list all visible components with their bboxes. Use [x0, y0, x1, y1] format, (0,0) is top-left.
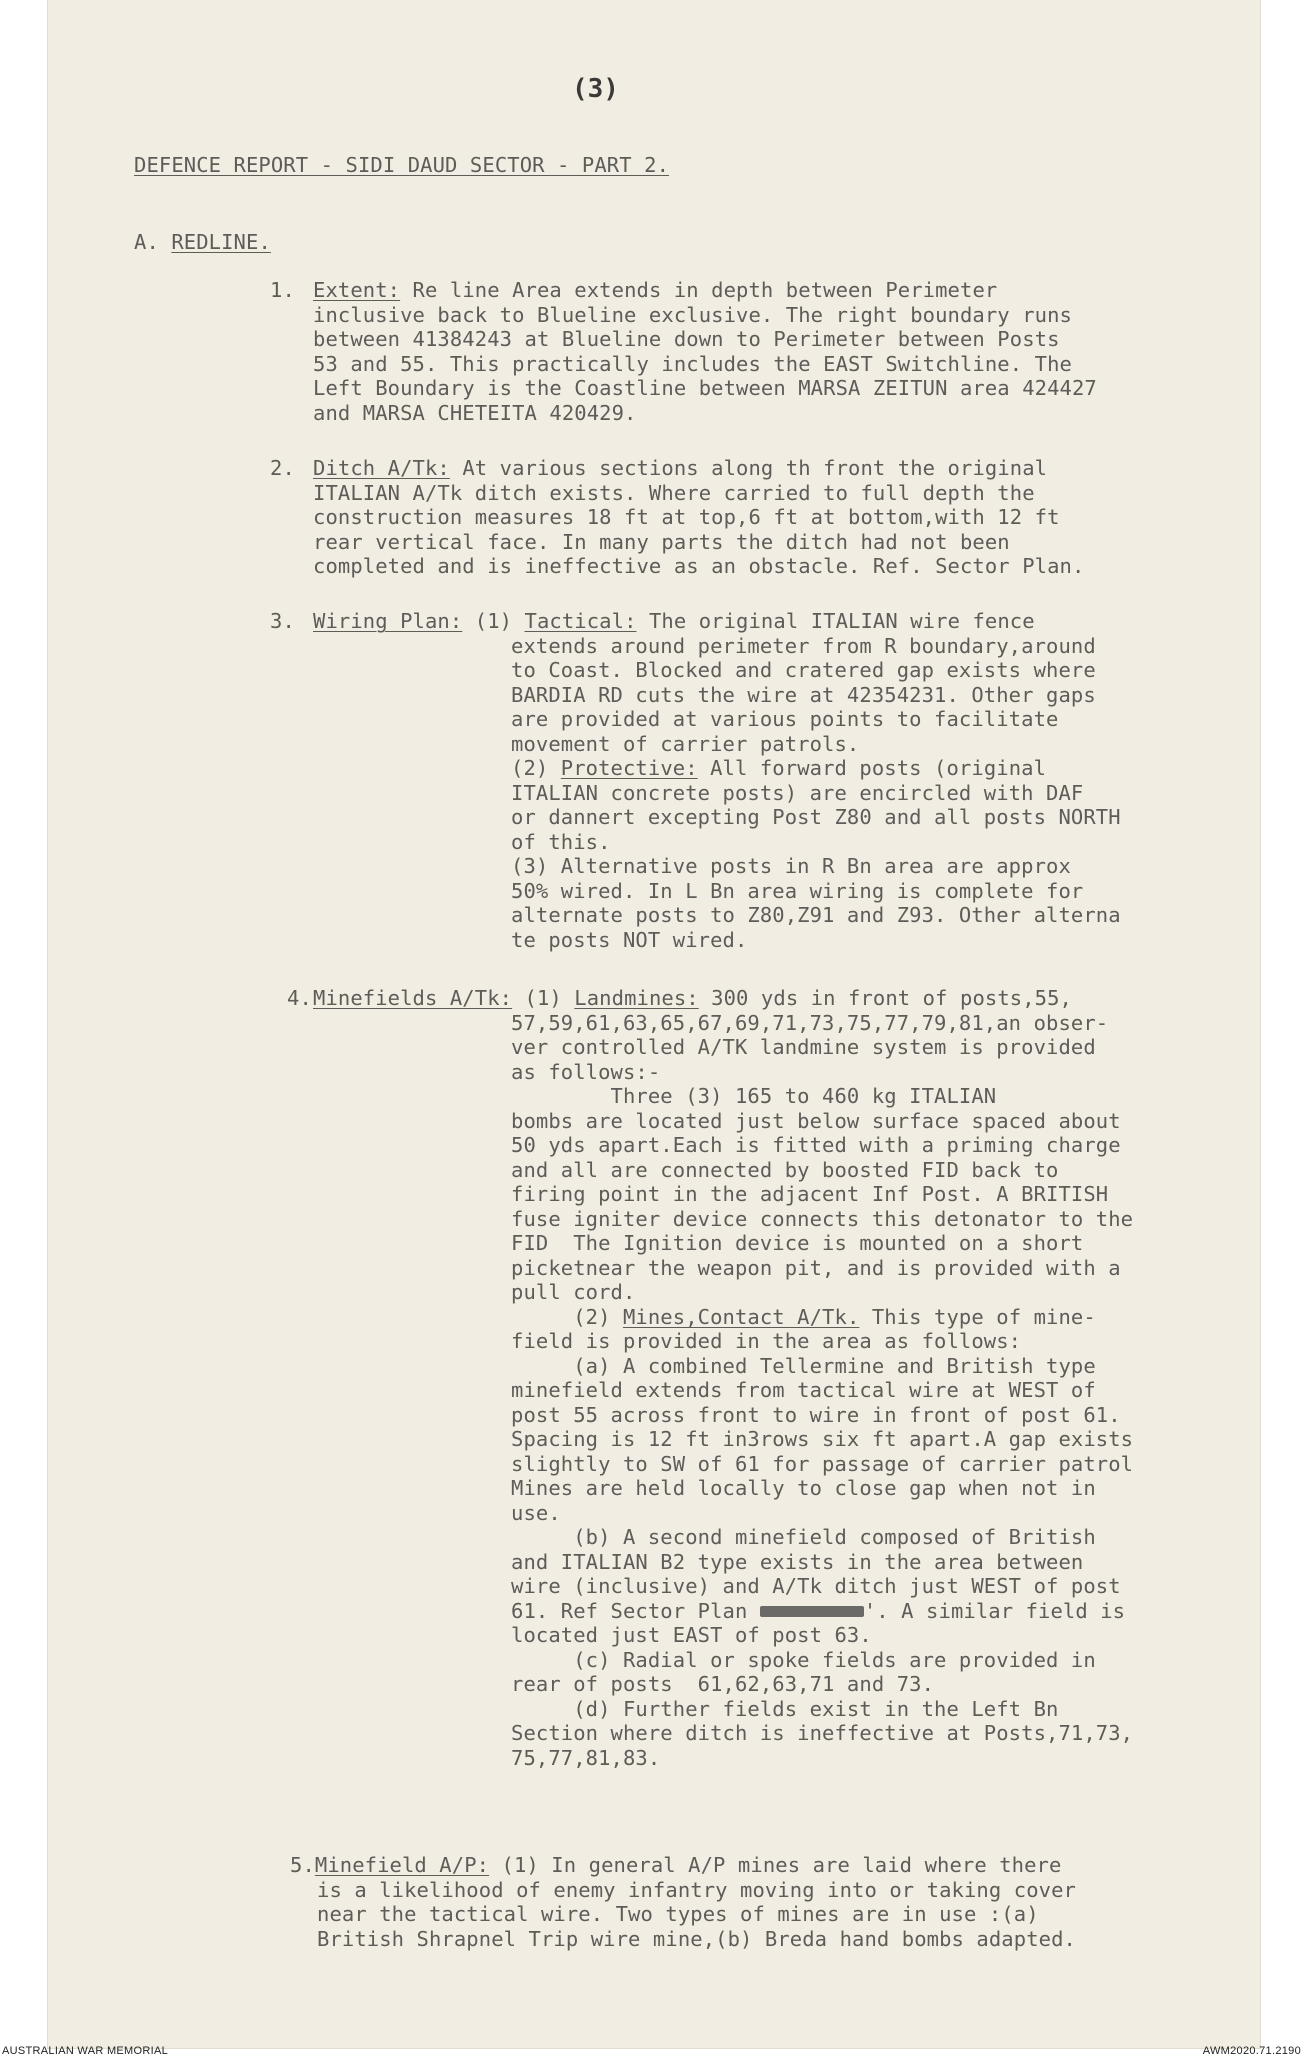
text-line: as follows:- [511, 1059, 661, 1084]
text-line: pull cord. [511, 1280, 636, 1304]
text-line: or dannert excepting Post Z80 and all posts NORTH [511, 805, 1121, 829]
item-label: Wiring Plan: [313, 609, 463, 633]
sub-number: (2) [511, 1304, 623, 1329]
section-heading [134, 230, 271, 255]
item-wiring-label [313, 609, 1035, 634]
text-line: ver controlled A/TK landmine system is provided [511, 1035, 1096, 1059]
item-label: Extent: [313, 278, 401, 302]
text-line: bombs are located just below surface spaced about [511, 1108, 1121, 1133]
text-line: 50% wired. In L Bn area wiring is complete for [511, 878, 1084, 903]
item-number: 1. [270, 278, 295, 302]
sub-label: Landmines: [574, 986, 699, 1010]
page-number: (3) [572, 74, 619, 104]
text-line: BARDIA RD cuts the wire at 42354231. Other gaps [511, 682, 1096, 707]
item-label: Minefields A/Tk: [313, 986, 513, 1010]
text-line: near the tactical wire. Two types of mines are in use :(a) [317, 1902, 1039, 1926]
text-line: te posts NOT wired. [511, 927, 748, 952]
text-line: rear vertical face. In many parts the ditch had not been [313, 529, 1010, 554]
text-line: At various sections along th front the original [449, 456, 1048, 480]
text-line: wire (inclusive) and A/Tk ditch just WEST of post [511, 1574, 1121, 1598]
text-line: FID The Ignition device is mounted on a short [511, 1231, 1084, 1255]
text-line: 61. Ref Sector Plan [511, 1598, 760, 1623]
sub-number: (1) [512, 986, 575, 1010]
sub-label: Tactical: [524, 609, 637, 633]
text-line: Three (3) 165 to 460 kg ITALIAN [511, 1084, 997, 1108]
item-label: Minefield A/P: [314, 1853, 490, 1877]
item-minefield-ap [290, 1853, 1061, 1878]
text-line: All forward posts (original [697, 756, 1047, 780]
text-line: between 41384243 at Blueline down to Perimeter between Posts [313, 327, 1060, 351]
sub-number: (2) [511, 756, 561, 780]
text-line: Left Boundary is the Coastline between MARSA ZEITUN area 424427 [313, 376, 1097, 400]
item-ditch [270, 456, 295, 481]
redaction-mark [760, 1606, 864, 1617]
text-line: use. [511, 1500, 561, 1525]
item-number: 4. [287, 986, 312, 1010]
text-line: inclusive back to Blueline exclusive. The right boundary runs [313, 302, 1072, 327]
text-line: slightly to SW of 61 for passage of carrier patrol [511, 1451, 1134, 1476]
item-extent [270, 278, 295, 303]
text-line: British Shrapnel Trip wire mine,(b) Breda hand bombs adapted. [317, 1926, 1076, 1951]
text-line: 57,59,61,63,65,67,69,71,73,75,77,79,81,an obser- [511, 1010, 1109, 1035]
text-line: fuse igniter device connects this detonator to the [511, 1206, 1134, 1231]
item-extent-body [313, 278, 1097, 425]
text-line: 300 yds in front of posts,55, [698, 986, 1072, 1010]
text-line: Re line Area extends in depth between Perimeter [400, 278, 998, 302]
text-line: (1) In general A/P mines are laid where there [489, 1853, 1062, 1877]
item-ditch-body [313, 456, 1084, 579]
section-label: A. [134, 230, 159, 254]
text-line: (b) A second minefield composed of British [511, 1525, 1096, 1549]
item-minefields-at-label [313, 986, 1072, 1011]
text-line: alternate posts to Z80,Z91 and Z93. Other alterna [511, 903, 1121, 927]
item-label: Ditch A/Tk: [313, 456, 450, 480]
item-wiring-body [511, 634, 1121, 953]
item-number: 2. [270, 456, 295, 480]
text-line: firing point in the adjacent Inf Post. A BRITISH [511, 1182, 1109, 1206]
text-line: 53 and 55. This practically includes the EAST Switchline. The [313, 351, 1072, 376]
text-line: '. A similar field is [863, 1598, 1126, 1623]
item-minefield-ap-body [317, 1878, 1076, 1952]
text-line: of this. [511, 829, 611, 854]
text-line: are provided at various points to facilitate [511, 707, 1059, 731]
text-line: (3) Alternative posts in R Bn area are approx [511, 854, 1071, 878]
text-line: minefield extends from tactical wire at WEST of [511, 1378, 1096, 1402]
text-line: field is provided in the area as follows: [511, 1329, 1022, 1353]
section-heading-text: REDLINE. [171, 230, 271, 254]
text-line: construction measures 18 ft at top,6 ft at bottom,with 12 ft [313, 505, 1060, 529]
sub-label: Mines,Contact A/Tk. [622, 1304, 860, 1329]
text-line: (a) A combined Tellermine and British type [511, 1353, 1096, 1378]
text-line: picketnear the weapon pit, and is provided with a [511, 1255, 1121, 1280]
text-line: This type of mine- [859, 1304, 1096, 1329]
sub-label: Protective: [560, 756, 698, 780]
text-line: and ITALIAN B2 type exists in the area between [511, 1549, 1084, 1574]
item-minefields-at-body [511, 1011, 1133, 1771]
item-minefields-at [287, 986, 312, 1011]
text-line: Section where ditch is ineffective at Posts,71,73, [511, 1721, 1134, 1745]
item-number: 3. [270, 609, 295, 633]
text-line: completed and is ineffective as an obstacle. Ref. Sector Plan. [313, 554, 1085, 578]
sub-number: (1) [462, 609, 525, 633]
text-line: extends around perimeter from R boundary,around [511, 633, 1096, 658]
footer-archive-name: AUSTRALIAN WAR MEMORIAL [2, 2045, 169, 2057]
text-line: (c) Radial or spoke fields are provided in [511, 1647, 1096, 1672]
text-line: 50 yds apart.Each is fitted with a priming charge [511, 1133, 1121, 1157]
text-line: movement of carrier patrols. [511, 731, 860, 756]
text-line: and MARSA CHETEITA 420429. [313, 400, 637, 425]
text-line: and all are connected by boosted FID back to [511, 1157, 1059, 1182]
document-title: DEFENCE REPORT - SIDI DAUD SECTOR - PART 2. [134, 153, 670, 177]
item-wiring [270, 609, 295, 634]
text-line: (d) Further fields exist in the Left Bn [511, 1696, 1059, 1721]
footer-accession-number: AWM2020.71.2190 [1202, 2045, 1301, 2057]
text-line: Spacing is 12 ft in3rows six ft apart.A gap exists [511, 1427, 1134, 1451]
text-line: to Coast. Blocked and cratered gap exists where [511, 658, 1096, 682]
text-line: rear of posts 61,62,63,71 and 73. [511, 1672, 935, 1696]
item-number: 5. [290, 1853, 315, 1877]
text-line: post 55 across front to wire in front of post 61. [511, 1402, 1121, 1427]
text-line: 75,77,81,83. [511, 1745, 661, 1770]
text-line: ITALIAN A/Tk ditch exists. Where carried to full depth the [313, 480, 1035, 505]
text-line: is a likelihood of enemy infantry moving into or taking cover [317, 1877, 1076, 1902]
text-line: Mines are held locally to close gap when not in [511, 1476, 1096, 1500]
text-line: located just EAST of post 63. [511, 1623, 872, 1647]
text-line: ITALIAN concrete posts) are encircled with DAF [511, 780, 1084, 805]
text-line: The original ITALIAN wire fence [636, 609, 1035, 633]
